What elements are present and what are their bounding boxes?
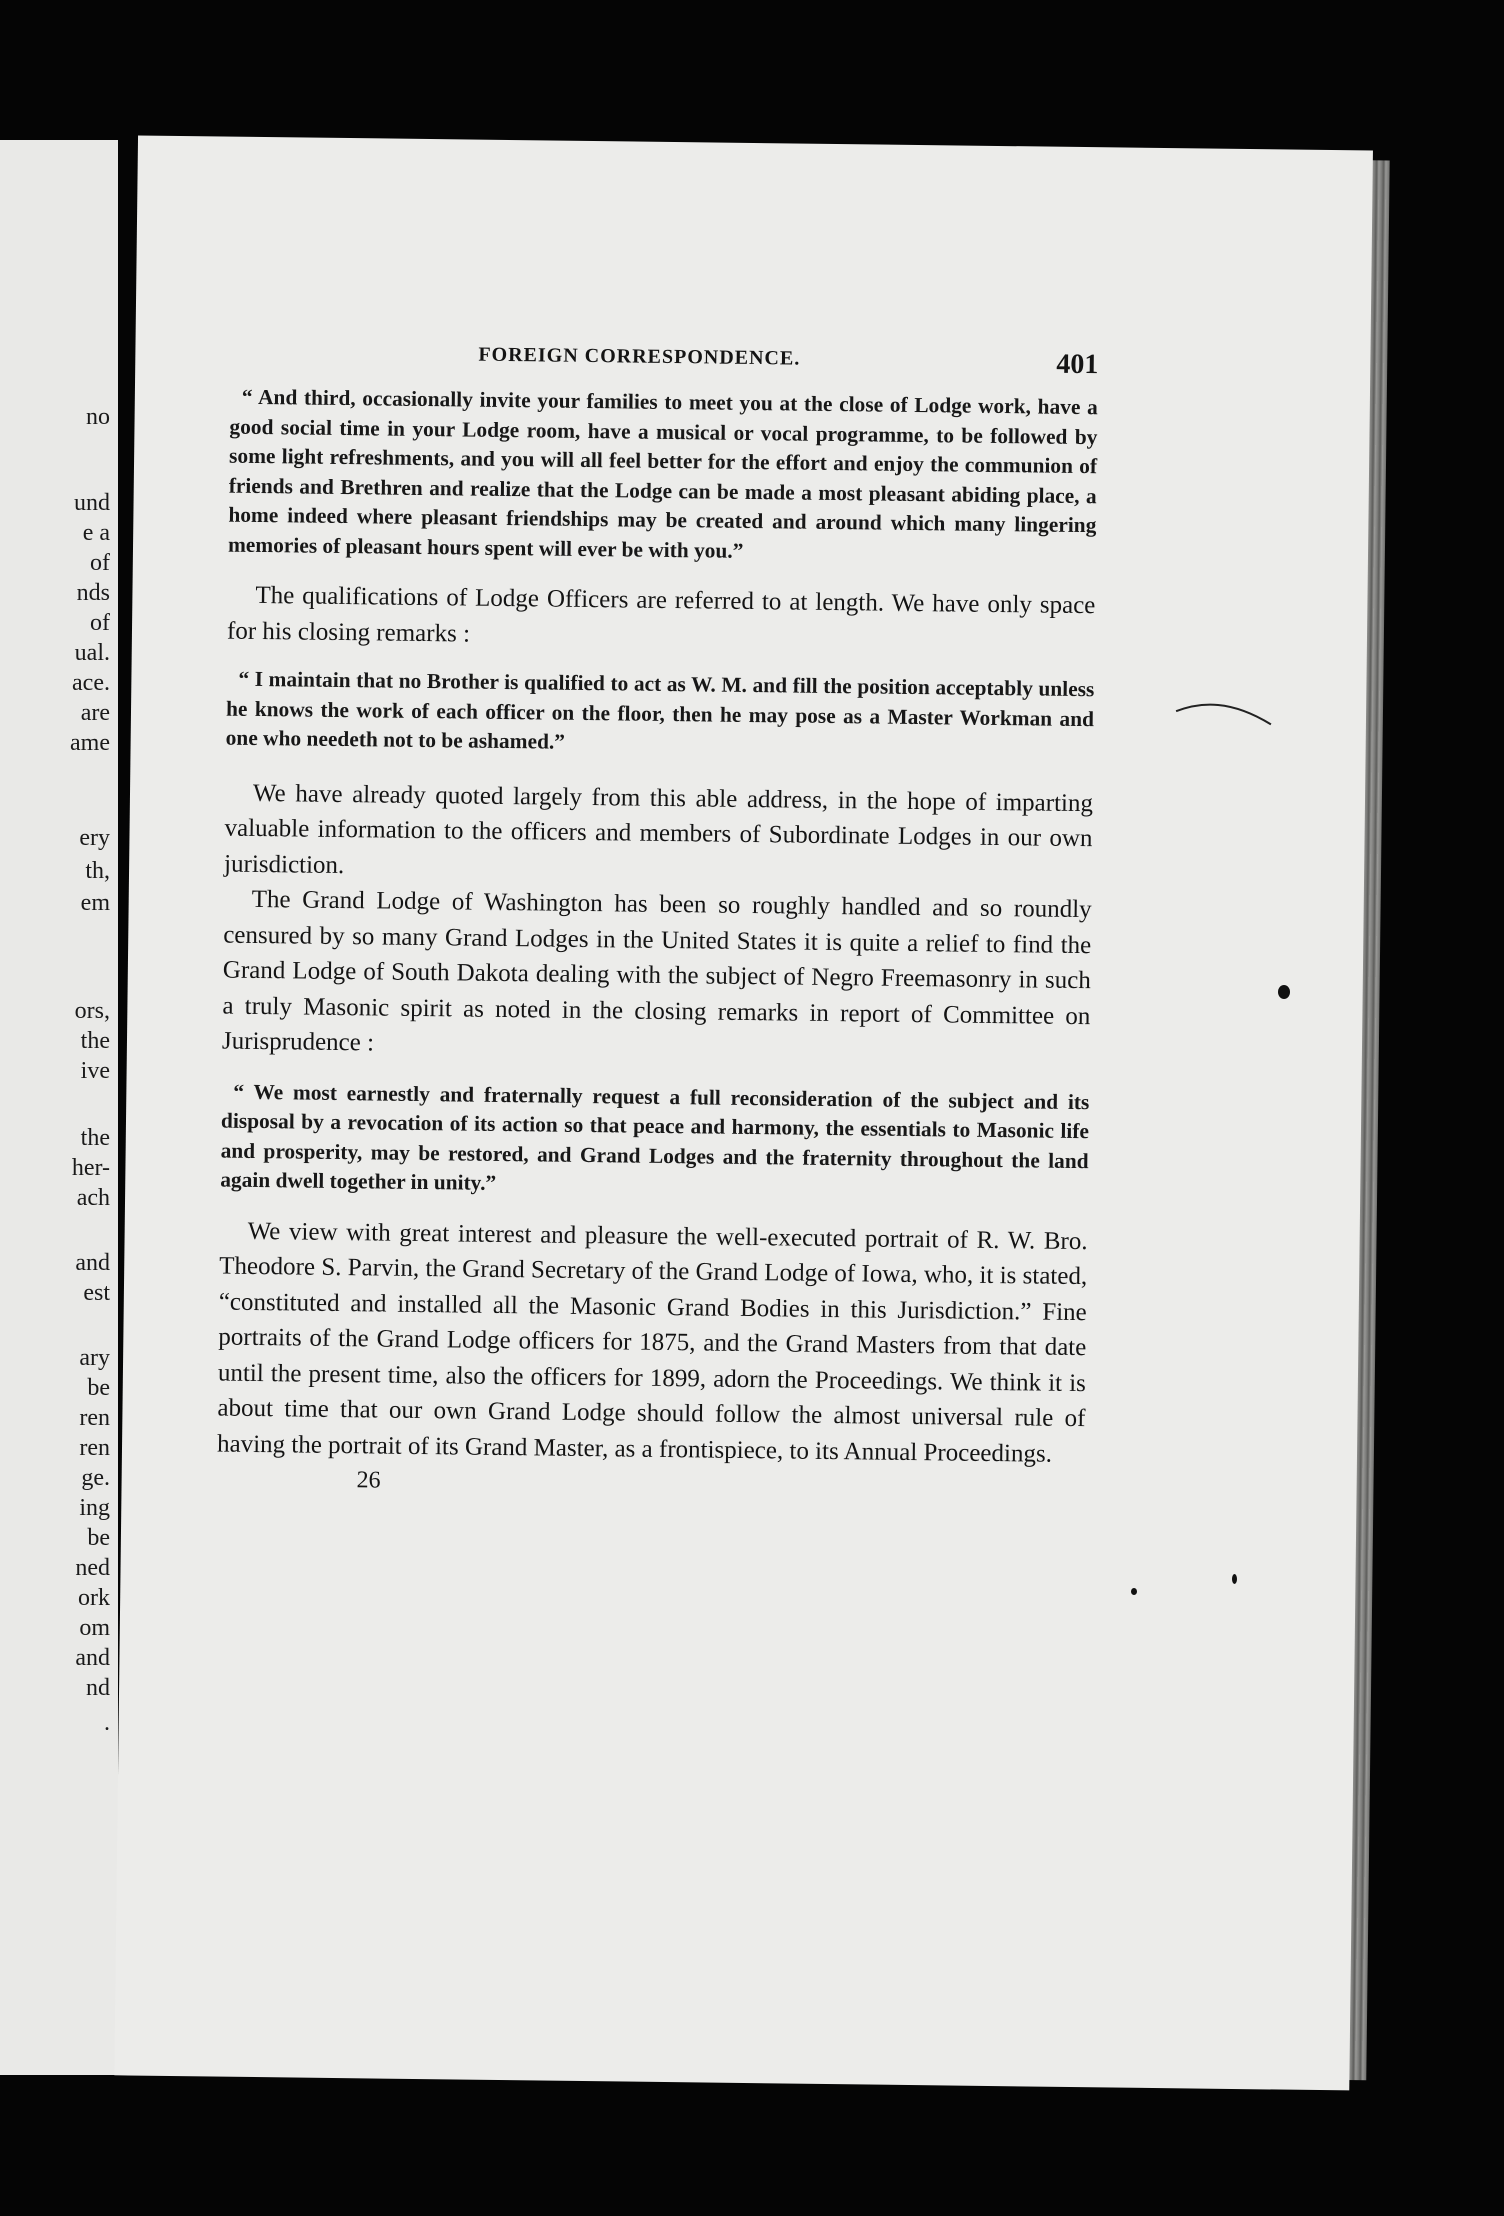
signature-mark: 26 xyxy=(356,1467,381,1494)
running-head-title: FOREIGN CORRESPONDENCE. xyxy=(478,343,801,370)
book-page xyxy=(114,135,1373,2090)
facing-page-line-fragment: ork xyxy=(78,1585,110,1611)
facing-page-line-fragment: und xyxy=(74,490,110,516)
running-head xyxy=(230,339,1098,390)
scan-speck xyxy=(1131,1588,1137,1595)
facing-page-line-fragment: . xyxy=(104,1710,110,1736)
facing-page-line-fragment: nds xyxy=(76,580,110,606)
facing-page-line-fragment: ren xyxy=(79,1405,110,1431)
scan-speck xyxy=(1232,1574,1237,1584)
facing-page-line-fragment: ive xyxy=(80,1058,110,1084)
facing-page-line-fragment: ned xyxy=(75,1555,110,1581)
facing-page-line-fragment: ary xyxy=(79,1345,110,1371)
facing-page-line-fragment: em xyxy=(80,890,110,916)
facing-page-line-fragment: of xyxy=(90,610,110,636)
block-quote: “ We most earnestly and fraternally request a full reconsideration of the subject and its disposal by a revocation of its action so that peace and harmony, the essentials to Masonic life and prosperity, may be restored, and Grand Lodges and the fraternity throughout the land again dwell together in unity.” xyxy=(220,1079,1090,1195)
scan-speck xyxy=(1278,985,1290,999)
facing-page-line-fragment: ors, xyxy=(74,998,110,1024)
facing-page-line-fragment: ame xyxy=(70,730,110,756)
facing-page-line-fragment: ual. xyxy=(74,640,110,666)
block-quote: “ And third, occasionally invite your families to meet you at the close of Lodge work, have a good social time in your Lodge room, have a musical or vocal programme, to be followed by some light refreshments, and you will all feel better for the effort and enjoy the communion of friends and Brethren and realize that the Lodge can be made a most pleasant abiding place, a home indeed where pleasant friendships may be created and around which many lingering memories of pleasant hours spent will ever be with you.” xyxy=(227,384,1098,563)
facing-page-line-fragment: and xyxy=(75,1250,110,1276)
facing-page-line-fragment: ery xyxy=(79,825,110,851)
facing-page-line-fragment: and xyxy=(75,1645,110,1671)
page-number: 401 xyxy=(1056,348,1099,381)
body-paragraph: We view with great interest and pleasure the well-executed portrait of R. W. Bro. Theodore S. Parvin, the Grand Secretary of the Grand Lodge of Iowa, who, it is stated, “constituted and installed all the Masonic Grand Bodies in this Jurisdiction.” Fine portraits of the Grand Lodge officers for 1875, and the Grand Masters from that date until the present time, also the officers for 1899, adorn the Proceedings. We think it is about time that our own Grand Lodge should follow the almost universal rule of having the portrait of its Grand Master, as a frontispiece, to its Annual Proceedings. xyxy=(216,1217,1088,1468)
facing-page-line-fragment: nd xyxy=(86,1675,110,1701)
body-paragraph: The qualifications of Lodge Officers are referred to at length. We have only space for his closing remarks : xyxy=(226,581,1096,648)
facing-page-line-fragment: the xyxy=(80,1028,110,1054)
pencil-mark xyxy=(1171,693,1282,744)
facing-page-line-fragment: th, xyxy=(85,858,110,884)
facing-page-line-fragment: ge. xyxy=(81,1465,110,1491)
facing-page-line-fragment: ach xyxy=(76,1185,110,1211)
facing-page-line-fragment: her- xyxy=(71,1155,110,1181)
block-quote: “ I maintain that no Brother is qualified to act as W. M. and fill the position acceptably unless he knows the work of each officer on the floor, then he may pose as a Master Workman and one who needeth not to be ashamed.” xyxy=(225,666,1095,754)
body-paragraph: We have already quoted largely from this able address, in the hope of imparting valuable information to the officers and members of Subordinate Lodges in our own jurisdiction. xyxy=(223,779,1094,879)
facing-page-line-fragment: e a xyxy=(82,520,110,546)
facing-page-line-fragment: ace. xyxy=(72,670,110,696)
facing-page-line-fragment: the xyxy=(80,1125,110,1151)
facing-page-line-fragment: are xyxy=(80,700,110,726)
facing-page xyxy=(0,140,118,2075)
facing-page-line-fragment: no xyxy=(86,404,110,430)
facing-page-line-fragment: om xyxy=(79,1615,110,1641)
body-paragraph: The Grand Lodge of Washington has been so roughly handled and so roundly censured by so many Grand Lodges in the United States it is quite a relief to find the Grand Lodge of South Dakota dealing with the subject of Negro Freemasonry in such a truly Masonic spirit as noted in the closing remarks in report of Committee on Jurisprudence : xyxy=(221,885,1092,1057)
facing-page-line-fragment: be xyxy=(87,1525,110,1551)
facing-page-line-fragment: est xyxy=(83,1280,110,1306)
page-text-block xyxy=(216,339,1098,1504)
facing-page-line-fragment: ren xyxy=(79,1435,110,1461)
facing-page-line-fragment: of xyxy=(90,550,110,576)
facing-page-line-fragment: be xyxy=(87,1375,110,1401)
facing-page-line-fragment: ing xyxy=(79,1495,110,1521)
